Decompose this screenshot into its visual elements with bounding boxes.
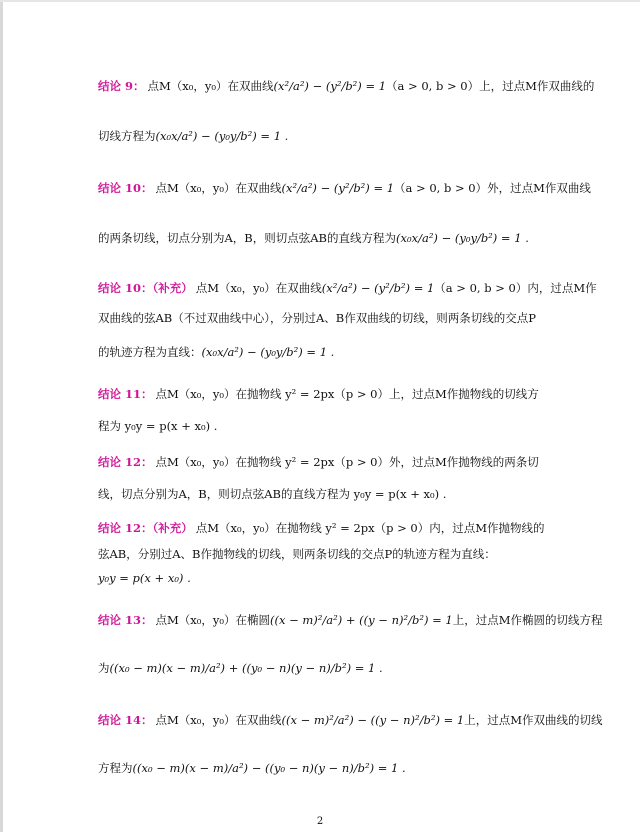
equation: ((x − m)²/a²) − ((y − n)²/b²) = 1 [281,713,465,727]
equation: (x₀x/a²) − (y₀y/b²) = 1 . [155,129,289,143]
conclusion-12-line-2 [98,486,548,502]
conclusion-label: 结论 9： [98,79,145,93]
conclusion-14-line-1 [98,712,603,728]
equation: (x²/a²) − (y²/b²) = 1 [321,281,435,295]
conclusion-13-line-1 [98,612,603,628]
conclusion-text: 双曲线的弦AB（不过双曲线中心），分别过A、B作双曲线的切线，则两条切线的交点P [98,311,536,325]
conclusion-12-supplement-line-2 [98,546,548,562]
conclusion-text: 点M（x₀，y₀）在双曲线 [195,281,322,295]
equation: y₀y = p(x + x₀) . [98,571,191,585]
page-number: 2 [316,816,324,827]
conclusion-11-line-2 [98,418,548,434]
conclusion-text: 上，过点M作椭圆的切线方程 [452,613,603,627]
conclusion-text: （a > 0, b > 0）上，过点M作双曲线的 [386,79,595,93]
conclusion-text: 切线方程为 [98,129,156,143]
conclusion-9-line-2 [98,128,548,144]
equation: (x²/a²) − (y²/b²) = 1 [281,181,395,195]
page-top-edge [0,0,640,2]
equation: ((x₀ − m)(x − m)/a²) + ((y₀ − n)(y − n)/b²) = 1 . [109,661,383,675]
conclusion-text: 线，切点分别为A，B，则切点弦AB的直线方程为 y₀y = p(x + x₀) . [98,487,447,501]
conclusion-text: 点M（x₀，y₀）在双曲线 [147,79,274,93]
conclusion-text: 的两条切线，切点分别为A，B，则切点弦AB的直线方程为 [98,231,397,245]
conclusion-10-line-2 [98,230,548,246]
conclusion-label: 结论 13： [98,613,153,627]
equation: (x₀x/a²) − (y₀y/b²) = 1 . [396,231,529,245]
conclusion-12-supplement-line-3 [98,570,548,586]
page-left-edge [0,0,3,832]
conclusion-12-supplement-line-1 [98,520,548,536]
conclusion-text: 上，过点M作双曲线的切线 [464,713,603,727]
conclusion-label: 结论 12： [98,455,153,469]
conclusion-text: （a > 0, b > 0）外，过点M作双曲线 [394,181,591,195]
conclusion-text: 点M（x₀，y₀）在抛物线 y² = 2px（p > 0）内，过点M作抛物线的 [195,521,545,535]
equation: ((x₀ − m)(x − m)/a²) − ((y₀ − n)(y − n)/b²) = 1 . [132,761,406,775]
conclusion-text: 程为 y₀y = p(x + x₀) . [98,419,218,433]
conclusion-text: 为 [98,661,110,675]
conclusion-11-line-1 [98,386,548,402]
conclusion-text: 点M（x₀，y₀）在双曲线 [155,713,282,727]
conclusion-10-line-1 [98,180,591,196]
conclusion-text: 点M（x₀，y₀）在双曲线 [155,181,282,195]
conclusion-label: 结论 10：（补充） [98,281,193,295]
conclusion-text: 的轨迹方程为直线： [98,345,202,359]
conclusion-text: 点M（x₀，y₀）在抛物线 y² = 2px（p > 0）外，过点M作抛物线的两条切 [155,455,539,469]
conclusion-10-supplement-line-2 [98,310,548,326]
conclusion-14-line-2 [98,760,548,776]
conclusion-label: 结论 10： [98,181,153,195]
equation: (x₀x/a²) − (y₀y/b²) = 1 . [201,345,335,359]
conclusion-text: 点M（x₀，y₀）在椭圆 [155,613,270,627]
conclusion-text: 方程为 [98,761,133,775]
conclusion-9-line-1 [98,78,595,94]
conclusion-10-supplement-line-1 [98,280,597,296]
conclusion-text: （a > 0, b > 0）内，过点M作 [434,281,597,295]
conclusion-label: 结论 11： [98,387,153,401]
equation: ((x − m)²/a²) + ((y − n)²/b²) = 1 [270,613,453,627]
conclusion-text: 弦AB，分别过A、B作抛物线的切线，则两条切线的交点P的轨迹方程为直线： [98,547,496,561]
conclusion-10-supplement-line-3 [98,344,548,360]
conclusion-12-line-1 [98,454,548,470]
conclusion-13-line-2 [98,660,548,676]
equation: (x²/a²) − (y²/b²) = 1 [273,79,387,93]
conclusion-label: 结论 14： [98,713,153,727]
conclusion-label: 结论 12：（补充） [98,521,193,535]
conclusion-text: 点M（x₀，y₀）在抛物线 y² = 2px（p > 0）上，过点M作抛物线的切线方 [155,387,539,401]
